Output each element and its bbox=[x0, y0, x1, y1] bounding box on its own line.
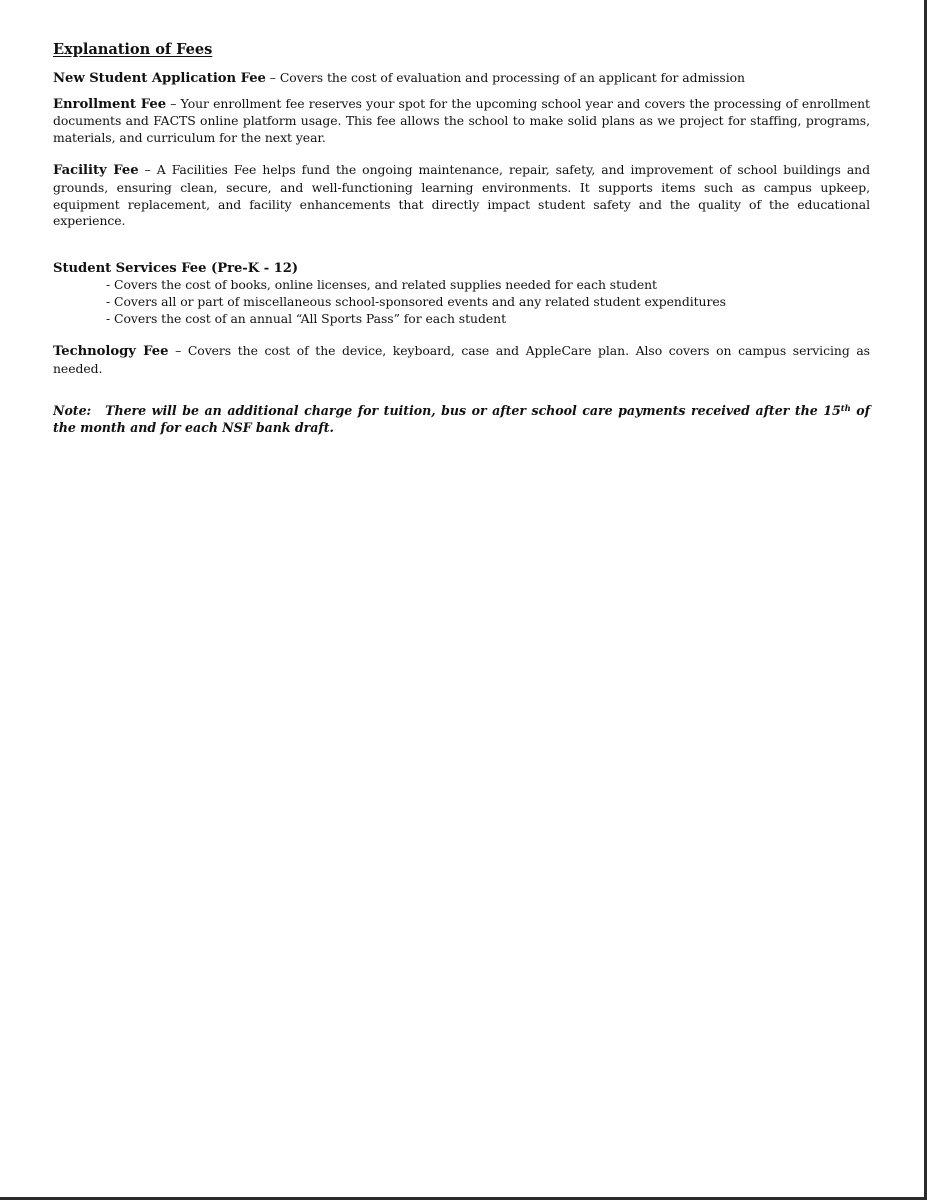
technology-fee-paragraph bbox=[53, 343, 870, 377]
late-payment-note bbox=[53, 403, 870, 436]
facility-fee-paragraph bbox=[53, 162, 870, 229]
student-services-fee-list bbox=[53, 277, 870, 327]
note-text-continued: of the month and for each NSF bank draft. bbox=[53, 403, 871, 435]
facility-fee-term: Facility Fee bbox=[53, 163, 139, 179]
student-services-fee-section bbox=[53, 261, 870, 327]
technology-fee-term: Technology Fee bbox=[53, 344, 169, 360]
application-fee-description: Covers the cost of evaluation and processing of an applicant for admission bbox=[279, 70, 745, 85]
document-content bbox=[53, 40, 870, 437]
page-title: Explanation of Fees bbox=[53, 41, 213, 58]
note-text: There will be an additional charge for tuition, bus or after school care payments received after the 15 bbox=[105, 403, 841, 419]
list-item: - Covers the cost of books, online licenses, and related supplies needed for each student bbox=[106, 277, 657, 293]
enrollment-fee-description: Your enrollment fee reserves your spot for the upcoming school year and covers the processing of enrollment documents and FACTS online platform usage. This fee allows the school to make solid plans as we project for staffing, programs, materials, and curriculum for the next year. bbox=[53, 95, 870, 145]
facility-fee-description: A Facilities Fee helps fund the ongoing maintenance, repair, safety, and improvement of school buildings and grounds, ensuring clean, secure, and well-functioning learning environments. It supports items such as campus upkeep, equipment replacement, and facility enhancements that directly impact student safety and the quality of the educational experience. bbox=[53, 162, 870, 229]
enrollment-fee-separator: – bbox=[166, 95, 181, 111]
student-services-fee-term: Student Services Fee (Pre-K - 12) bbox=[53, 260, 299, 276]
application-fee-separator: – bbox=[265, 70, 280, 85]
facility-fee-separator: – bbox=[138, 162, 157, 178]
technology-fee-description: Covers the cost of the device, keyboard, case and AppleCare plan. Also covers on campus servicing as needed. bbox=[53, 343, 870, 376]
enrollment-fee-term: Enrollment Fee bbox=[53, 96, 167, 112]
note-ordinal-suffix: th bbox=[840, 404, 851, 415]
list-item: - Covers all or part of miscellaneous school-sponsored events and any related student expenditures bbox=[106, 293, 726, 309]
enrollment-fee-paragraph bbox=[53, 96, 870, 147]
note-label: Note: bbox=[53, 403, 92, 419]
application-fee-paragraph bbox=[53, 70, 870, 88]
technology-fee-separator: – bbox=[168, 343, 188, 359]
list-item: - Covers the cost of an annual “All Sports Pass” for each student bbox=[106, 310, 506, 326]
application-fee-term: New Student Application Fee bbox=[53, 71, 266, 86]
